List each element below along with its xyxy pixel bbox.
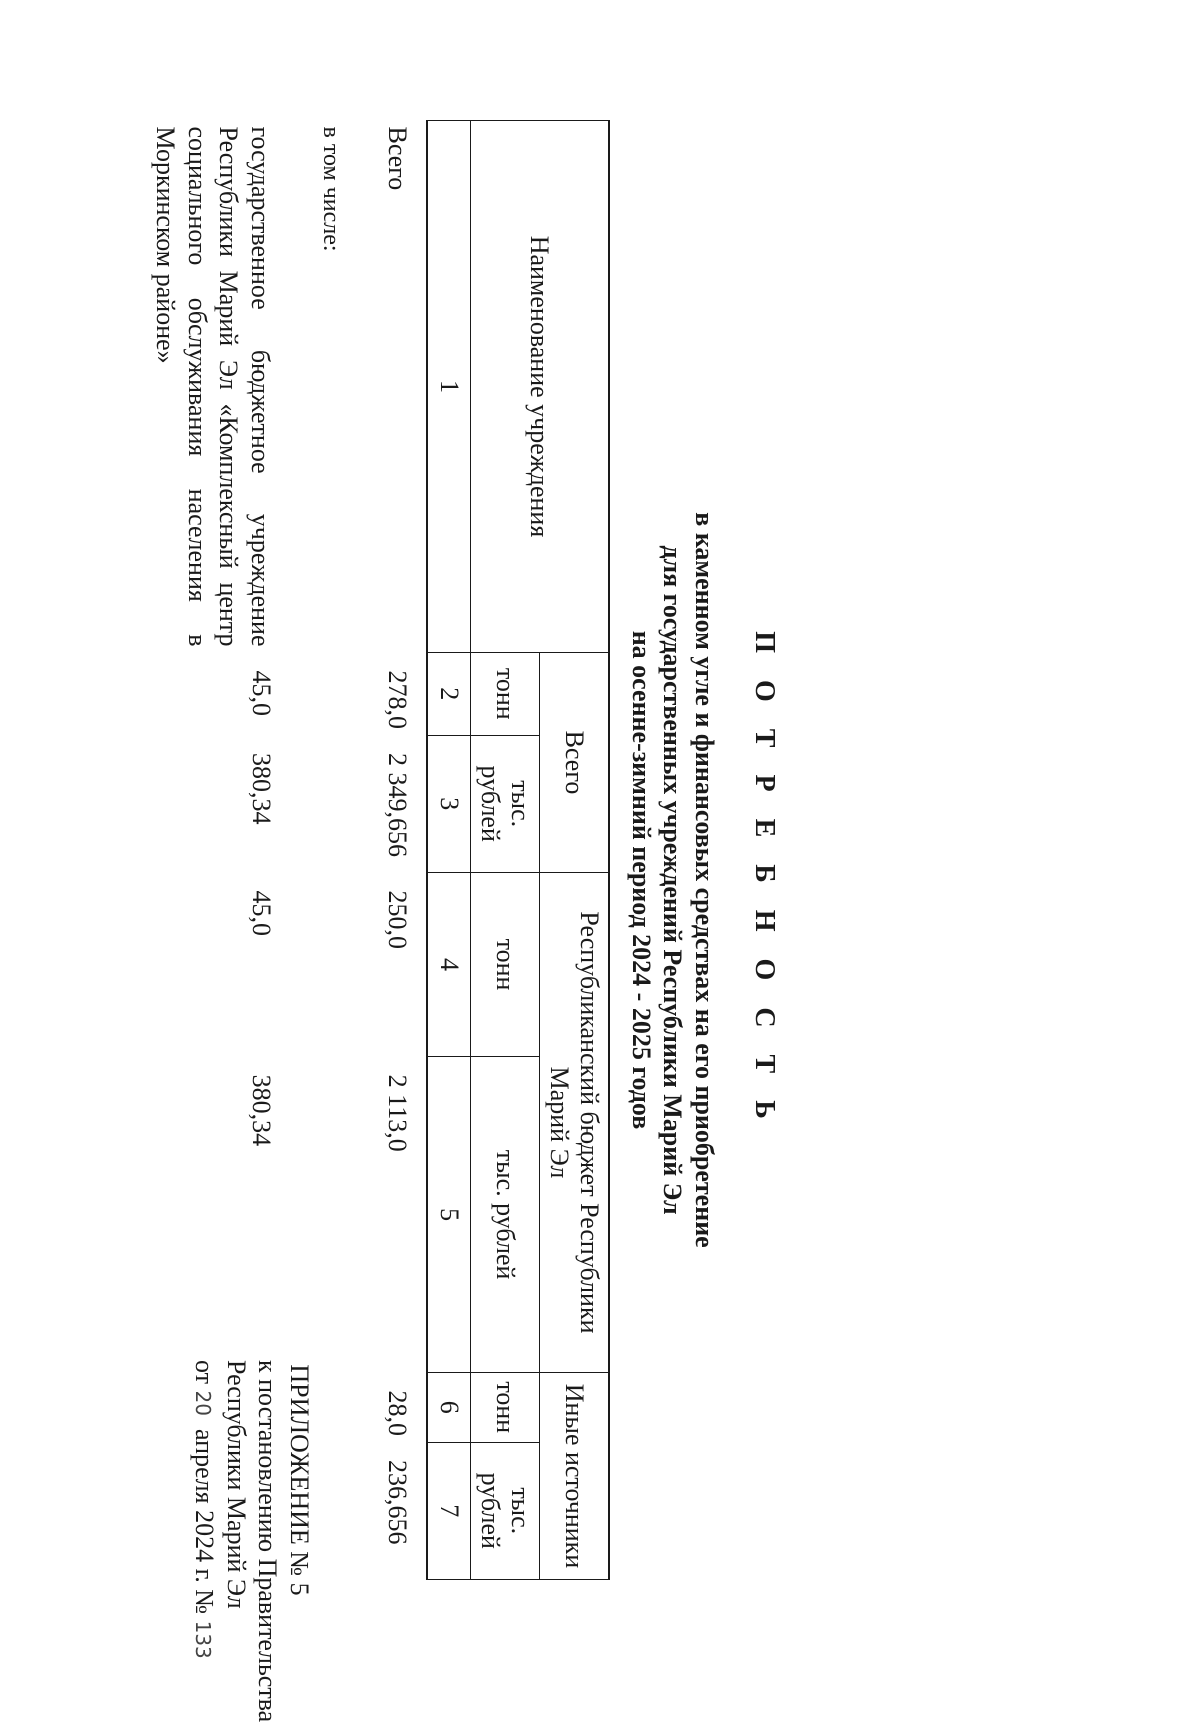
column-number: 3: [427, 735, 471, 872]
column-number: 1: [427, 121, 471, 653]
header-unit-rub: тыс. рублей: [471, 735, 540, 872]
table-row: [149, 121, 286, 1580]
column-number: 2: [427, 653, 471, 736]
appendix-title: ПРИЛОЖЕНИЕ № 5: [285, 1364, 314, 1596]
including-label: в том числе:: [318, 126, 344, 252]
heading-line-2: для государственных учреждений Республики Марий Эл: [658, 545, 688, 1215]
org-other-rub: [149, 1442, 286, 1579]
table-row-including: [286, 121, 354, 1580]
header-unit-tons: тонн: [471, 653, 540, 736]
appendix-line-2: к постановлению Правительства: [253, 1360, 283, 1722]
total-budget-tons: 250,0: [383, 890, 412, 949]
header-unit-tons: тонн: [471, 1373, 540, 1443]
column-number: 5: [427, 1057, 471, 1373]
header-unit-tons: тонн: [471, 872, 540, 1056]
date-prefix: от: [189, 1360, 219, 1385]
total-other-rub: 236,656: [383, 1460, 412, 1545]
org-other-tons: [149, 1373, 286, 1443]
column-number: 6: [427, 1373, 471, 1443]
header-unit-rub: тыс. рублей: [471, 1442, 540, 1579]
org-tons: 45,0: [247, 670, 276, 716]
date-rest: апреля 2024 г. №: [189, 1428, 219, 1615]
org-budget-tons: 45,0: [247, 890, 276, 936]
appendix-line-3: Республики Марий Эл: [221, 1360, 251, 1609]
date-day: 20: [190, 1390, 215, 1416]
total-rub: 2 349,656: [383, 753, 412, 857]
header-group-other: Иные источники: [540, 1373, 610, 1580]
total-other-tons: 28,0: [383, 1390, 412, 1437]
header-group-total: Всего: [540, 653, 610, 873]
column-number: 4: [427, 872, 471, 1056]
document-title: П О Т Р Е Б Н О С Т Ь: [749, 631, 780, 1129]
total-tons: 278,0: [383, 670, 412, 729]
header-unit-rub: тыс. рублей: [471, 1057, 540, 1373]
resolution-number: 133: [190, 1620, 215, 1659]
table-row-total: [354, 121, 427, 1580]
column-number: 7: [427, 1442, 471, 1579]
institution-name: государственное бюджетное учреждение Республики Марий Эл «Комплексный центр социального обслуживания населения в Моркинском районе»: [150, 126, 275, 647]
org-budget-rub: 380,34: [247, 1074, 276, 1147]
total-label: Всего: [383, 126, 412, 191]
header-group-budget: Республиканский бюджет Республики Марий Эл: [540, 872, 610, 1372]
heading-line-3: на осенне-зимний период 2024 - 2025 годов: [626, 630, 656, 1130]
header-institution-name: Наименование учреждения: [471, 121, 610, 653]
institution-name-cell: [149, 121, 286, 653]
org-rub: 380,34: [247, 753, 276, 825]
heading-line-1: в каменном угле и финансовых средствах на его приобретение: [690, 512, 719, 1248]
total-budget-rub: 2 113,0: [383, 1074, 412, 1152]
document-heading: [625, 280, 780, 1480]
needs-table: [149, 120, 610, 1580]
